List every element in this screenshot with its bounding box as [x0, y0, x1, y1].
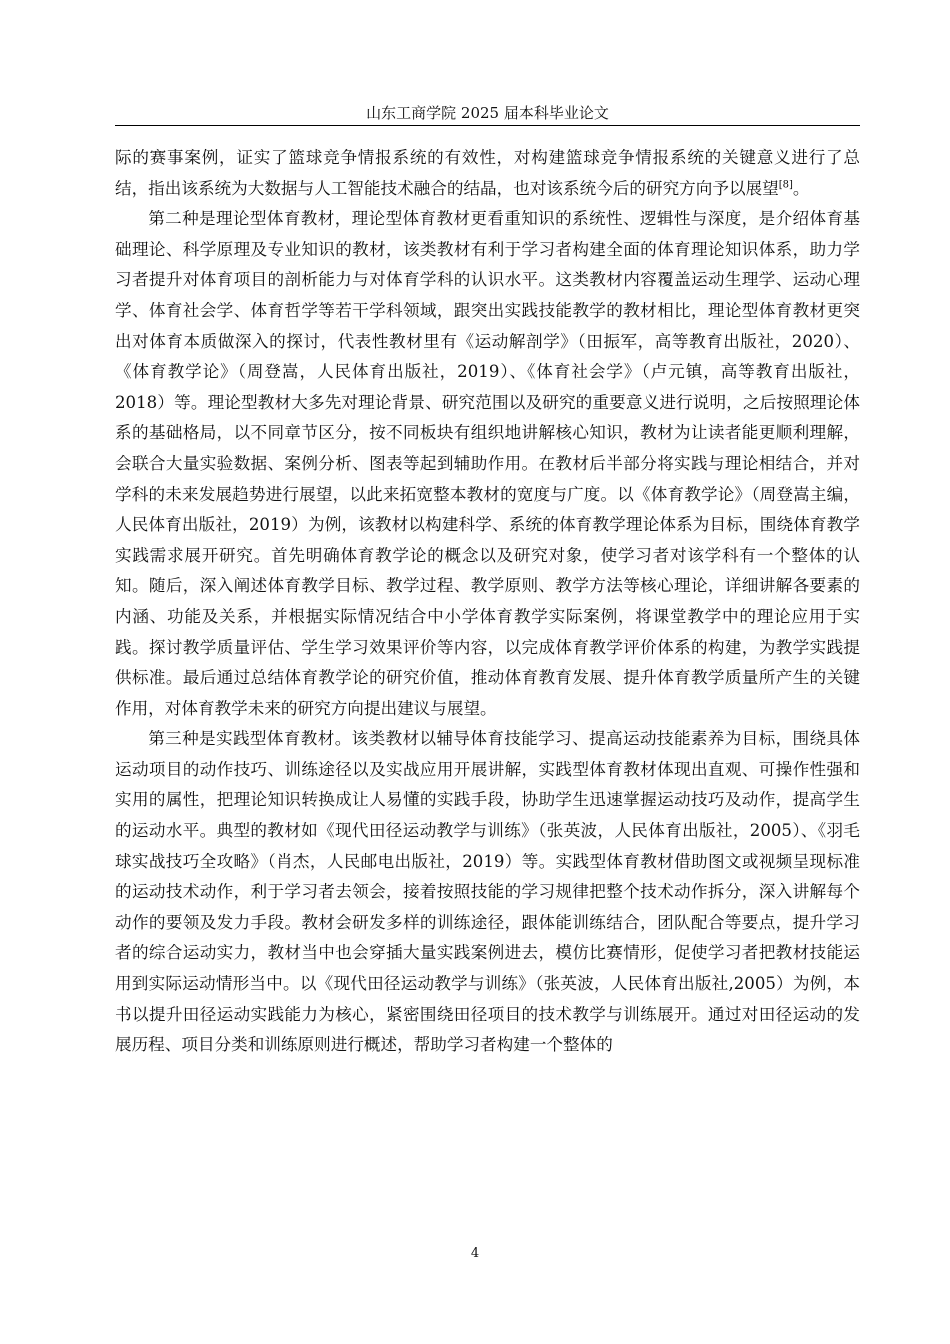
citation-reference: [8] [778, 179, 793, 191]
paragraph-practice-textbooks: 第三种是实践型体育教材。该类教材以辅导体育技能学习、提高运动技能素养为目标，围绕具体运动项目的动作技巧、训练途径以及实战应用开展讲解，实践型体育教材体现出直观、可操作性强和实用的属性，把理论知识转换成让人易懂的实践手段，协助学生迅速掌握运动技巧及动作，提高学生的运动水平。典型的教材如《现代田径运动教学与训练》（张英波，人民体育出版社，2005）、《羽毛球实战技巧全攻略》（肖杰，人民邮电出版社，2019）等。实践型体育教材借助图文或视频呈现标准的运动技术动作，利于学习者去领会，接着按照技能的学习规律把整个技术动作拆分，深入讲解每个动作的要领及发力手段。教材会研发多样的训练途径，跟体能训练结合，团队配合等要点，提升学习者的综合运动实力，教材当中也会穿插大量实践案例进去，模仿比赛情形，促使学习者把教材技能运用到实际运动情形当中。以《现代田径运动教学与训练》（张英波，人民体育出版社,2005）为例，本书以提升田径运动实践能力为核心，紧密围绕田径项目的技术教学与训练展开。通过对田径运动的发展历程、项目分类和训练原则进行概述，帮助学习者构建一个整体的 [115, 729, 860, 1055]
paragraph-continuation [115, 143, 860, 204]
paragraph-text: 际的赛事案例，证实了篮球竞争情报系统的有效性，对构建篮球竞争情报系统的关键意义进行了总结，指出该系统为大数据与人工智能技术融合的结晶，也对该系统今后的研究方向予以展望 [115, 148, 860, 198]
header-rule [115, 125, 860, 126]
paragraph-tail: 。 [792, 178, 810, 198]
page-number: 4 [470, 1246, 480, 1261]
running-header: 山东工商学院 2025 届本科毕业论文 [366, 104, 609, 122]
paragraph-theory-textbooks: 第二种是理论型体育教材，理论型体育教材更看重知识的系统性、逻辑性与深度，是介绍体育基础理论、科学原理及专业知识的教材，该类教材有利于学习者构建全面的体育理论知识体系，助力学习者提升对体育项目的剖析能力与对体育学科的认识水平。这类教材内容覆盖运动生理学、运动心理学、体育社会学、体育哲学等若干学科领域，跟突出实践技能教学的教材相比，理论型体育教材更突出对体育本质做深入的探讨，代表性教材里有《运动解剖学》（田振军，高等教育出版社，2020）、《体育教学论》（周登嵩，人民体育出版社，2019）、《体育社会学》（卢元镇，高等教育出版社，2018）等。理论型教材大多先对理论背景、研究范围以及研究的重要意义进行说明，之后按照理论体系的基础格局，以不同章节区分，按不同板块有组织地讲解核心知识，教材为让读者能更顺利理解，会联合大量实验数据、案例分析、图表等起到辅助作用。在教材后半部分将实践与理论相结合，并对学科的未来发展趋势进行展望，以此来拓宽整本教材的宽度与广度。以《体育教学论》（周登嵩主编，人民体育出版社，2019）为例，该教材以构建科学、系统的体育教学理论体系为目标，围绕体育教学实践需求展开研究。首先明确体育教学论的概念以及研究对象，使学习者对该学科有一个整体的认知。随后，深入阐述体育教学目标、教学过程、教学原则、教学方法等核心理论，详细讲解各要素的内涵、功能及关系，并根据实际情况结合中小学体育教学实际案例，将课堂教学中的理论应用于实践。探讨教学质量评估、学生学习效果评价等内容，以完成体育教学评价体系的构建，为教学实践提供标准。最后通过总结体育教学论的研究价值，推动体育教育发展、提升体育教学质量所产生的关键作用，对体育教学未来的研究方向提出建议与展望。 [115, 209, 860, 718]
body-text [115, 143, 860, 1061]
